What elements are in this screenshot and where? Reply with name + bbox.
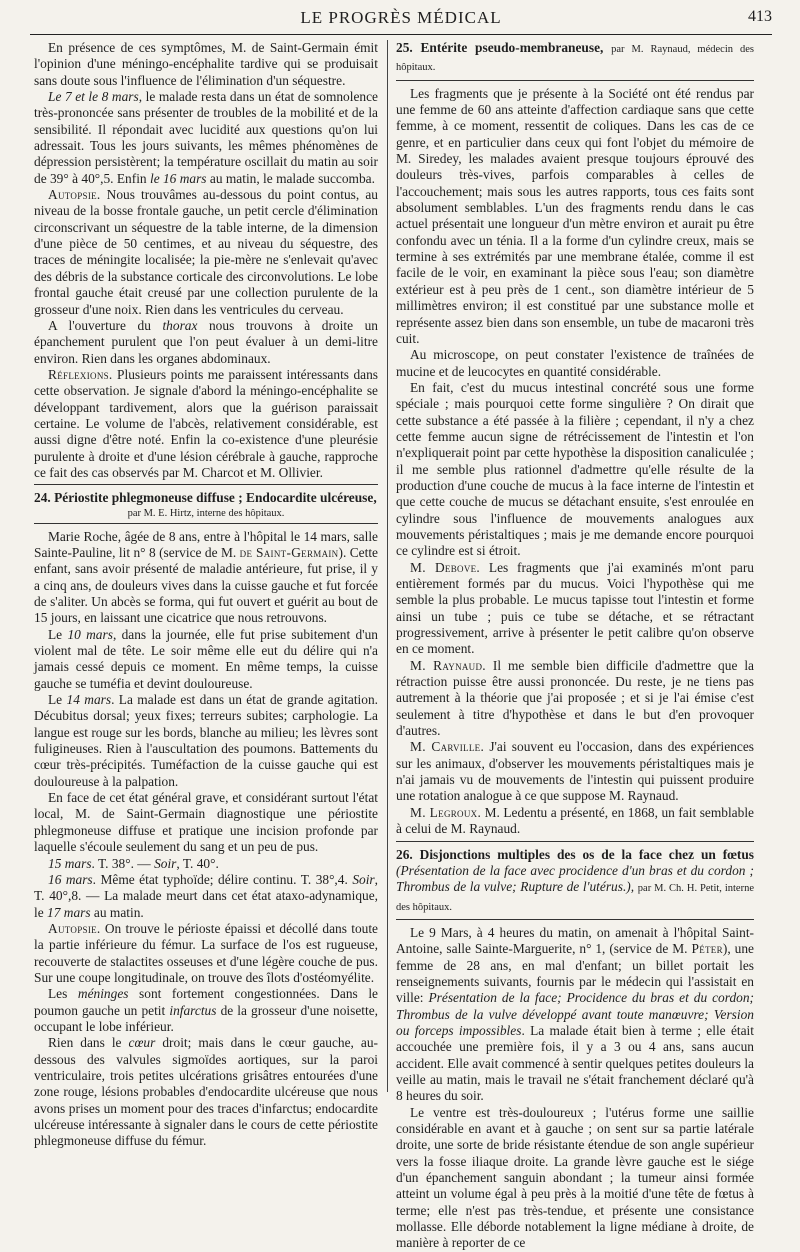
paragraph: En face de cet état général grave, et considérant surtout l'état local, M. de Saint-Germain diagnostique une périostite phlegmoneuse diffuse et pratique une incision profonde par laquelle s'écoule seulement du sang et un peu de pus. — [34, 790, 378, 855]
paragraph: Rien dans le cœur droit; mais dans le cœur gauche, au-dessous des valvules sigmoïdes aortiques, sur la paroi ventriculaire, trois petites ulcérations grisâtres entourées d'une zone rouge, lésions probables d'endocardite ulcéreuse que nous avons prises un moment pour des traces d'infarctus; endocardite ulcéreuse intéressante à signaler dans le cours de cette périostite phlegmoneuse diffuse du fémur. — [34, 1035, 378, 1149]
paragraph-reflections: Réflexions. Plusieurs points me paraissent intéressants dans cette observation. Je signale d'abord la méningo-encéphalite se développant tardivement, alors que la guérison paraissait certaine. Le volume de l'abcès, relativement considérable, est aussi digne d'être noté. Enfin la co-existence d'une pleurésie purulente à droite et d'une lésion cérébrale à gauche, rapproche ce fait des cas observés par M. Charcot et M. Ollivier. — [34, 366, 378, 480]
section-rule — [396, 80, 754, 81]
paragraph: Les fragments que je présente à la Société ont été rendus par une femme de 60 ans atteinte d'affection cardiaque sans que cette femme, à ce moment, ressentit de coliques. Dans les cas de ce genre, et en particulier dans ceux qui font l'objet du mémoire de M. Siredey, les malades avaient presque toujours éprouvé des douleurs très-vives, parfois comparables à celles de l'accouchement; mais sous les autres rapports, tous ces faits sont absolument semblables. L'un des fragments rendu dans le cas actuel présentait une longueur d'un mètre environ et aurait pu être confondu avec un ténia. Il a la forme d'un cylindre creux, mais se termine à ses extrémités par une membrane étalée, comme il est facile de le voir, en examinant la pièce sous l'eau; son diamètre extérieur est à peu près de 1 cent., son diamètre intérieur de 5 millimètres environ; il est constitué par une substance molle et représente assez bien dans son ensemble, un tube de macaroni très cuit. — [396, 85, 754, 346]
paragraph: 16 mars. Même état typhoïde; délire continu. T. 38°,4. Soir, T. 40°,8. — La malade meurt dans cet état ataxo-adynamique, le 17 mars au matin. — [34, 871, 378, 920]
paragraph: Le 7 et le 8 mars, le malade resta dans un état de somnolence très-prononcée sans présenter de troubles de la mobilité et de la sensibilité. Il répondait avec lucidité aux questions qu'on lui adressait. Tous les jours suivants, les mêmes phénomènes de dépression persistèrent; la température oscillait du matin au soir de 39° à 40°,5. Enfin le 16 mars au matin, le malade succomba. — [34, 89, 378, 186]
section-heading-25: 25. Entérite pseudo-membraneuse, par M. Raynaud, médecin des hôpitaux. — [396, 40, 754, 74]
paragraph: Marie Roche, âgée de 8 ans, entre à l'hôpital le 14 mars, salle Sainte-Pauline, lit n° 8 (service de M. de Saint-Germain). Cette enfant, sans avoir présenté de maladie antérieure, fut prise, il y a cinq ans, de douleurs vives dans la cuisse gauche et fut forcée de s'aliter. Un abcès se forma, qui fut ouvert et guérit au bout de 15 jours, en laissant une cicatrice que nous retrouvons. — [34, 528, 378, 626]
paragraph: Au microscope, on peut constater l'existence de traînées de mucine et de leucocytes en quantité considérable. — [396, 347, 754, 379]
paragraph: 15 mars. T. 38°. — Soir, T. 40°. — [48, 855, 219, 871]
paragraph-speaker: M. Carville. J'ai souvent eu l'occasion, dans des expériences sur les animaux, d'observer les mouvements péristaltiques mais je n'ai jamais vu de mouvements de l'intestin qui puissent produire une rotation analogue à ce que suppose M. Raynaud. — [396, 739, 754, 804]
left-column — [34, 40, 379, 1149]
journal-title: LE PROGRÈS MÉDICAL — [300, 8, 502, 27]
paragraph-autopsy: Autopsie. On trouve le périoste épaissi et décollé dans toute la partie inférieure du fémur. La surface de l'os est rugueuse, recouverte de stalactites osseuses et d'une légère couche de pus. Sur une coupe longitudinale, on trouve des îlots d'ostéomyélite. — [34, 920, 378, 985]
column-divider — [387, 40, 388, 1092]
paragraph: Le 14 mars. La malade est dans un état de grande agitation. Décubitus dorsal; yeux fixes; terreurs subites; carphologie. La langue est rouge sur les bords, blanche au milieu; les lèvres sont fuligineuses. Rien à l'auscultation des poumons. Battements du cœur très-précipités. Tuméfaction de la cuisse gauche qui est douloureuse à la palpation. — [34, 692, 379, 789]
section-byline: par M. E. Hirtz, interne des hôpitaux. — [127, 507, 285, 519]
paragraph: A l'ouverture du thorax nous trouvons à droite un épanchement purulent que l'on peut évaluer à un demi-litre environ. Rien dans les organes abdominaux. — [34, 317, 378, 366]
paragraph: Le 9 Mars, à 4 heures du matin, on amenait à l'hôpital Saint-Antoine, salle Sainte-Marguerite, n° 1, (service de M. Péter), une femme de 28 ans, en mal d'enfant; un billet portait les renseignements suivants, fournis par le médecin qui l'assistait en ville: Présentation de la face; Procidence du bras et du cordon; Thrombus de la vulve développé avant toute manœuvre; Version ou forceps impossibles. La malade était bien à terme ; elle était accouchée une première fois, il y a 3 ou 4 ans, sans aucun accident. Elle avait commencé à sentir quelques petites douleurs la veille au matin, mais le travail ne s'était franchement déclaré qu'à 8 heures du soir. — [396, 924, 754, 1104]
right-column — [396, 40, 754, 1251]
paragraph: Le ventre est très-douloureux ; l'utérus forme une saillie considérable en avant et à gauche ; on sent sur sa partie latérale droite, une sorte de bride résistante étendue de son angle supérieur vers la fosse iliaque droite. La grande lèvre gauche est le siége d'un épanchement sanguin abondant ; la tumeur ainsi formée atteint un volume égal à peu près à la moitié d'une tête de fœtus à terme; elle n'est pas très-tendue, et présente une consistance mollasse. Elle déborde notablement la ligne médiane à droite, de manière à reporter de ce — [396, 1104, 754, 1251]
page-number: 413 — [748, 8, 772, 25]
paragraph-autopsy: Autopsie. Nous trouvâmes au-dessous du point contus, au niveau de la bosse frontale gauche, un petit cercle d'élimination circonscrivant un séquestre de la table interne, de la dimension d'une pièce de 50 centimes, et au niveau du séquestre, des traces de méningite localisée; la pie-mère ne s'enlevait qu'avec des débris de la substance corticale des circonvolutions. Le lobe frontal gauche était creusé par une collection purulente de la grosseur d'une noix. Rien dans les ventricules du cerveau. — [34, 187, 378, 317]
section-rule — [396, 841, 754, 842]
paragraph: Les méninges sont fortement congestionnées. Dans le poumon gauche un petit infarctus de la grosseur d'une noisette, occupant le lobe inférieur. — [34, 986, 378, 1034]
paragraph: En présence de ces symptômes, M. de Saint-Germain émit l'opinion d'une méningo-encéphalite tardive qui se produisait sans doute sous l'influence de l'élimination d'un séquestre. — [34, 40, 378, 88]
page-header — [30, 8, 772, 35]
paragraph-speaker: M. Legroux. M. Ledentu a présenté, en 1868, un fait semblable à celui de M. Raynaud. — [396, 804, 754, 837]
paragraph-speaker: M. Debove. Les fragments que j'ai examinés m'ont paru entièrement formés par du mucus. Voici l'hypothèse qui me semble la plus probable. Le mucus tapisse tout l'intestin et forme ainsi un tube ; puis ce tube se détache, et se rétractant progressivement, arrive à présenter le petit calibre qu'on observe en ce moment. — [396, 559, 754, 657]
paragraph-speaker: M. Raynaud. Il me semble bien difficile d'admettre que la rétraction puisse être aussi prononcée. Du reste, je ne tiens pas autrement à la théorie que j'ai proposée ; et si je l'ai émise c'est seulement à titre d'hypothèse et dans le but d'en provoquer d'autres. — [396, 657, 754, 739]
paragraph: En fait, c'est du mucus intestinal concrété sous une forme spéciale ; mais pourquoi cette forme singulière ? On dirait que cette substance a été passée à la filière ; cependant, il n'y a chez cette femme aucun signe de rétrécissement de l'intestin et l'on n'expliquerait point par cette hypothèse la disposition canaliculée ; il me semble plus rationnel d'admettre qu'elle résulte de la production d'une couche de mucus à la face interne de l'intestin et que cette couche de mucus se détachant ensuite, s'est enroulée en cylindre sous l'influence de mouvements analogues aux mouvements péristaltiques ; mais je me demande encore pourquoi ce cylindre est si étroit. — [396, 379, 754, 559]
paragraph: Le 10 mars, dans la journée, elle fut prise subitement d'un violent mal de tête. Le soir même elle eut du délire qui n'a jamais cessé depuis ce moment. En même temps, la cuisse gauche se tuméfia et devint douloureuse. — [34, 626, 378, 691]
section-rule — [34, 523, 378, 524]
section-heading-24: 24. Périostite phlegmoneuse diffuse ; Endocardite ulcéreuse, — [34, 490, 377, 506]
section-rule — [34, 484, 378, 485]
section-heading-26: 26. Disjonctions multiples des os de la face chez un fœtus (Présentation de la face avec procidence d'un bras et du cordon ; Thrombus de la vulve; Rupture de l'utérus.), par M. Ch. H. Petit, interne des hôpitaux. — [396, 846, 754, 913]
section-rule — [396, 919, 754, 920]
